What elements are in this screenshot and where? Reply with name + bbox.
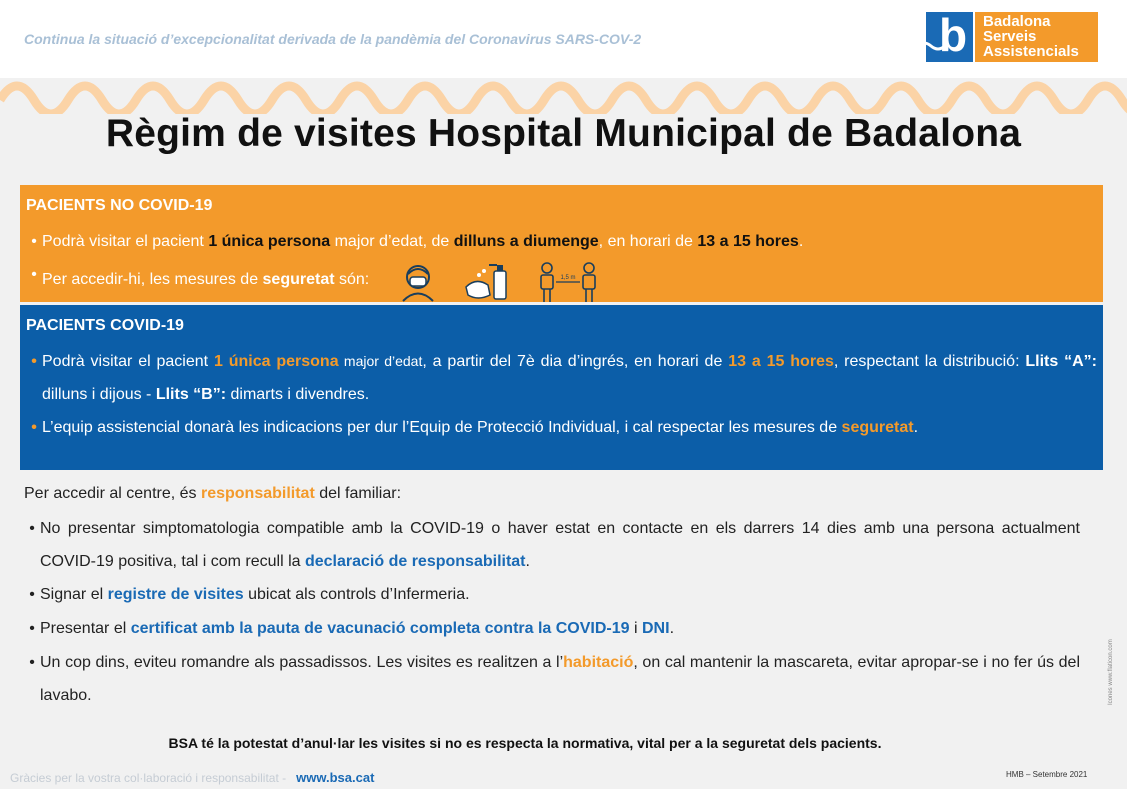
bullet: • (31, 353, 37, 370)
bullet: • (31, 266, 37, 283)
list-item (24, 578, 1080, 612)
logo-mark (926, 9, 973, 62)
text: Un cop dins, eviteu romandre als passadissos. Les visites es realitzen a l’ (40, 654, 564, 671)
list-item (24, 512, 1080, 578)
no-covid-item-1 (26, 225, 1097, 258)
text: . (798, 233, 804, 250)
list-item (24, 612, 1080, 646)
bsa-logo (926, 9, 1098, 62)
no-covid-item-1-text (42, 225, 1097, 258)
text: Presentar el (40, 620, 131, 637)
text: , en horari de (623, 353, 729, 370)
covid-item-1 (26, 345, 1097, 411)
responsibilities-intro (24, 482, 1080, 506)
covid-box (20, 305, 1103, 470)
face-mask-icon (400, 262, 436, 302)
highlight: habitació (563, 654, 634, 671)
text: Podrà visitar el pacient (42, 233, 209, 250)
logo-text (975, 12, 1098, 62)
logo-line-3: Assistencials (983, 43, 1079, 60)
covid-item-2 (26, 411, 1097, 444)
text: , on cal mantenir la mascareta, evitar apropar-se i no fer ús del lavabo. (40, 654, 1081, 704)
list-item-text (40, 578, 1080, 612)
bullet: • (31, 419, 37, 436)
safety-icons (400, 260, 598, 304)
text: major d’edat (338, 353, 423, 369)
text: són: (334, 271, 370, 289)
highlight: certificat amb la pauta de vacunació completa contra la COVID-19 (130, 620, 630, 637)
highlight: 13 a 15 hores (728, 353, 834, 370)
text: , en horari de (598, 233, 698, 250)
highlight: Llits “B”: (155, 386, 227, 403)
text: major d’edat, de (330, 233, 454, 250)
social-distance-icon (538, 260, 598, 304)
text: dilluns i dijous - (42, 386, 156, 403)
text: , respectant la distribució: (833, 353, 1026, 370)
bullet: • (29, 620, 35, 637)
text: , a partir del 7è dia d’ingrés (422, 353, 624, 370)
logo-letter: b (939, 9, 968, 61)
text: Podrà visitar el pacient (42, 353, 214, 370)
highlight: DNI (642, 620, 670, 637)
highlight: dilluns a diumenge (453, 233, 599, 250)
logo-line-1: Badalona (983, 13, 1051, 30)
text: del familiar: (314, 485, 402, 502)
text: i (629, 620, 642, 637)
list-item-text (40, 646, 1080, 712)
text: . (913, 419, 919, 436)
text: L’equip assistencial donarà les indicacions per dur l’Equip de Protecció Individual, i cal respectar les mesures de (42, 419, 842, 436)
thanks-text: Gràcies per la vostra col·laboració i responsabilitat - (10, 771, 287, 785)
text: Per accedir al centre, és (24, 485, 201, 502)
text: Signar el (40, 586, 108, 603)
text: . (525, 553, 530, 570)
no-covid-box (20, 185, 1103, 302)
highlight: responsabilitat (200, 485, 315, 502)
highlight: seguretat (841, 419, 914, 436)
bullet: • (29, 520, 35, 537)
text: No presentar simptomatologia compatible amb la COVID-19 o haver estat en contacte en els darrers 14 dies amb una persona actualment COVID-19 positiva, tal i com recull la (40, 520, 1080, 570)
covid-item-2-text (42, 411, 1097, 444)
wave-decoration (0, 70, 1127, 114)
responsibilities-section (24, 482, 1080, 712)
website-link[interactable]: www.bsa.cat (296, 770, 375, 785)
highlight: seguretat (262, 271, 335, 289)
notice-text: BSA té la potestat d’anul·lar les visites si no es respecta la normativa, vital per a la seguretat dels pacients. (168, 735, 882, 751)
covid-item-1-text (42, 345, 1097, 411)
highlight: 1 única persona (213, 353, 339, 370)
highlight: 13 a 15 hores (697, 233, 799, 250)
header-subtitle: Continua la situació d’excepcionalitat derivada de la pandèmia del Coronavirus SARS-COV-2 (24, 31, 642, 47)
list-item (24, 646, 1080, 712)
distance-label: 1,5 m (560, 275, 576, 281)
text: . (669, 620, 675, 637)
covid-heading: PACIENTS COVID-19 (26, 317, 184, 334)
highlight: registre de visites (107, 586, 244, 603)
logo-line-2: Serveis (983, 28, 1037, 45)
footer-date: HMB – Setembre 2021 (1006, 770, 1088, 779)
highlight: declaració de responsabilitat (304, 553, 526, 570)
highlight: Llits “A”: (1025, 353, 1098, 370)
text: Per accedir-hi, les mesures de (42, 271, 263, 289)
bullet: • (29, 586, 35, 603)
no-covid-item-2-text (42, 258, 1097, 302)
bullet: • (31, 233, 37, 250)
hand-sanitizer-icon (464, 261, 510, 303)
list-item-text (40, 612, 1080, 646)
list-item-text (40, 512, 1080, 578)
no-covid-item-2 (26, 258, 1097, 302)
text: dimarts i divendres. (226, 386, 370, 403)
footer-thanks (10, 770, 374, 785)
highlight: 1 única persona (208, 233, 331, 250)
page-title: Règim de visites Hospital Municipal de Badalona (105, 112, 1022, 155)
bullet: • (29, 654, 35, 671)
icon-credit: Icones www.flaticon.com (1108, 639, 1114, 705)
no-covid-heading: PACIENTS NO COVID-19 (26, 197, 213, 214)
text: ubicat als controls d’Infermeria. (243, 586, 470, 603)
